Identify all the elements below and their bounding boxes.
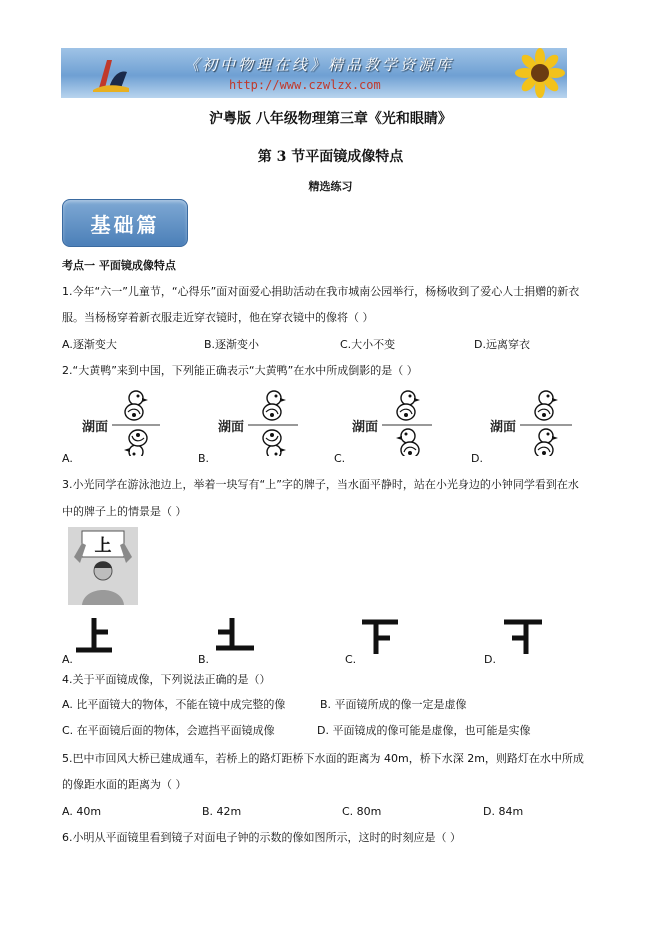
q1-line1: 1.今年“六一”儿童节，“心得乐”面对面爱心捐助活动在我市城南公园举行，杨杨收到了爱心人士捐赠的新衣 (62, 285, 580, 298)
q1-option-c: C.大小不变 (340, 338, 396, 351)
q2-option-c: C. (334, 452, 346, 465)
q2-option-a: A. (62, 452, 73, 465)
q6-stem: 6.小明从平面镜里看到镜子对面电子钟的示数的像如图所示，这时的时刻应是（ ） (62, 831, 461, 844)
sunflower-icon (513, 48, 567, 98)
lake-label: 湖面 (218, 420, 245, 435)
topic-heading: 考点一 平面镜成像特点 (62, 259, 176, 272)
site-logo-icon (91, 54, 131, 94)
q1-option-b: B.逐渐变小 (204, 338, 260, 351)
q4-stem: 4.关于平面镜成像，下列说法正确的是（） (62, 673, 271, 686)
q3-option-d: D. (484, 653, 496, 666)
q3-option-c: C. (345, 653, 357, 666)
lake-label: 湖面 (352, 420, 379, 435)
q3-options-figures (60, 612, 580, 660)
q2-figures (60, 384, 620, 456)
q2-figure-a (82, 391, 160, 456)
banner-url[interactable]: http://www.czwlzx.com (229, 78, 381, 92)
q3-figure-d (504, 622, 542, 654)
q5-line1: 5.巴中市回风大桥已建成通车，若桥上的路灯距桥下水面的距离为 40m，桥下水深 2m，则路灯在水中所成 (62, 752, 584, 765)
sign-char: 上 (94, 536, 112, 556)
lake-label: 湖面 (490, 420, 517, 435)
q2-stem: 2.“大黄鸭”来到中国，下列能正确表示“大黄鸭”在水中所成倒影的是（ ） (62, 364, 418, 377)
q3-figure-a (76, 618, 112, 650)
banner-title: 《初中物理在线》精品教学资源库 (184, 56, 455, 74)
q3-person-photo (68, 527, 138, 605)
q2-figure-c (352, 391, 432, 456)
q2-figure-d (490, 391, 572, 456)
q4-option-a: A. 比平面镜大的物体，不能在镜中成完整的像 (62, 698, 286, 711)
q3-option-a: A. (62, 653, 73, 666)
level-badge: 基础篇 (62, 199, 188, 247)
q5-option-d: D. 84m (483, 805, 524, 818)
q4-option-d: D. 平面镜成的像可能是虚像，也可能是实像 (317, 724, 531, 737)
q4-option-c: C. 在平面镜后面的物体，会遮挡平面镜成像 (62, 724, 275, 737)
q2-figure-b (218, 391, 298, 456)
q1-option-d: D.远离穿衣 (474, 338, 530, 351)
q2-option-b: B. (198, 452, 210, 465)
q5-line2: 的像距水面的距离为（ ） (62, 778, 187, 791)
q3-line2: 中的牌子上的情景是（ ） (62, 505, 187, 518)
q4-option-b: B. 平面镜所成的像一定是虚像 (320, 698, 467, 711)
header-banner (61, 48, 567, 98)
q3-figure-c (362, 622, 398, 654)
q5-option-c: C. 80m (342, 805, 382, 818)
section-title: 第 3 节平面镜成像特点 (257, 149, 404, 165)
q1-line2: 服。当杨杨穿着新衣服走近穿衣镜时，他在穿衣镜中的像将（ ） (62, 311, 374, 324)
q3-option-b: B. (198, 653, 210, 666)
q5-option-b: B. 42m (202, 805, 242, 818)
subtitle: 精选练习 (308, 180, 353, 193)
q3-figure-b (216, 618, 254, 648)
q3-line1: 3.小光同学在游泳池边上，举着一块写有“上”字的牌子，当水面平静时，站在小光身边的小钟同学看到在水 (62, 478, 579, 491)
document-title: 沪粤版 八年级物理第三章《光和眼睛》 (209, 111, 452, 127)
q2-option-d: D. (471, 452, 483, 465)
q1-option-a: A.逐渐变大 (62, 338, 117, 351)
q5-option-a: A. 40m (62, 805, 102, 818)
lake-label: 湖面 (82, 420, 109, 435)
